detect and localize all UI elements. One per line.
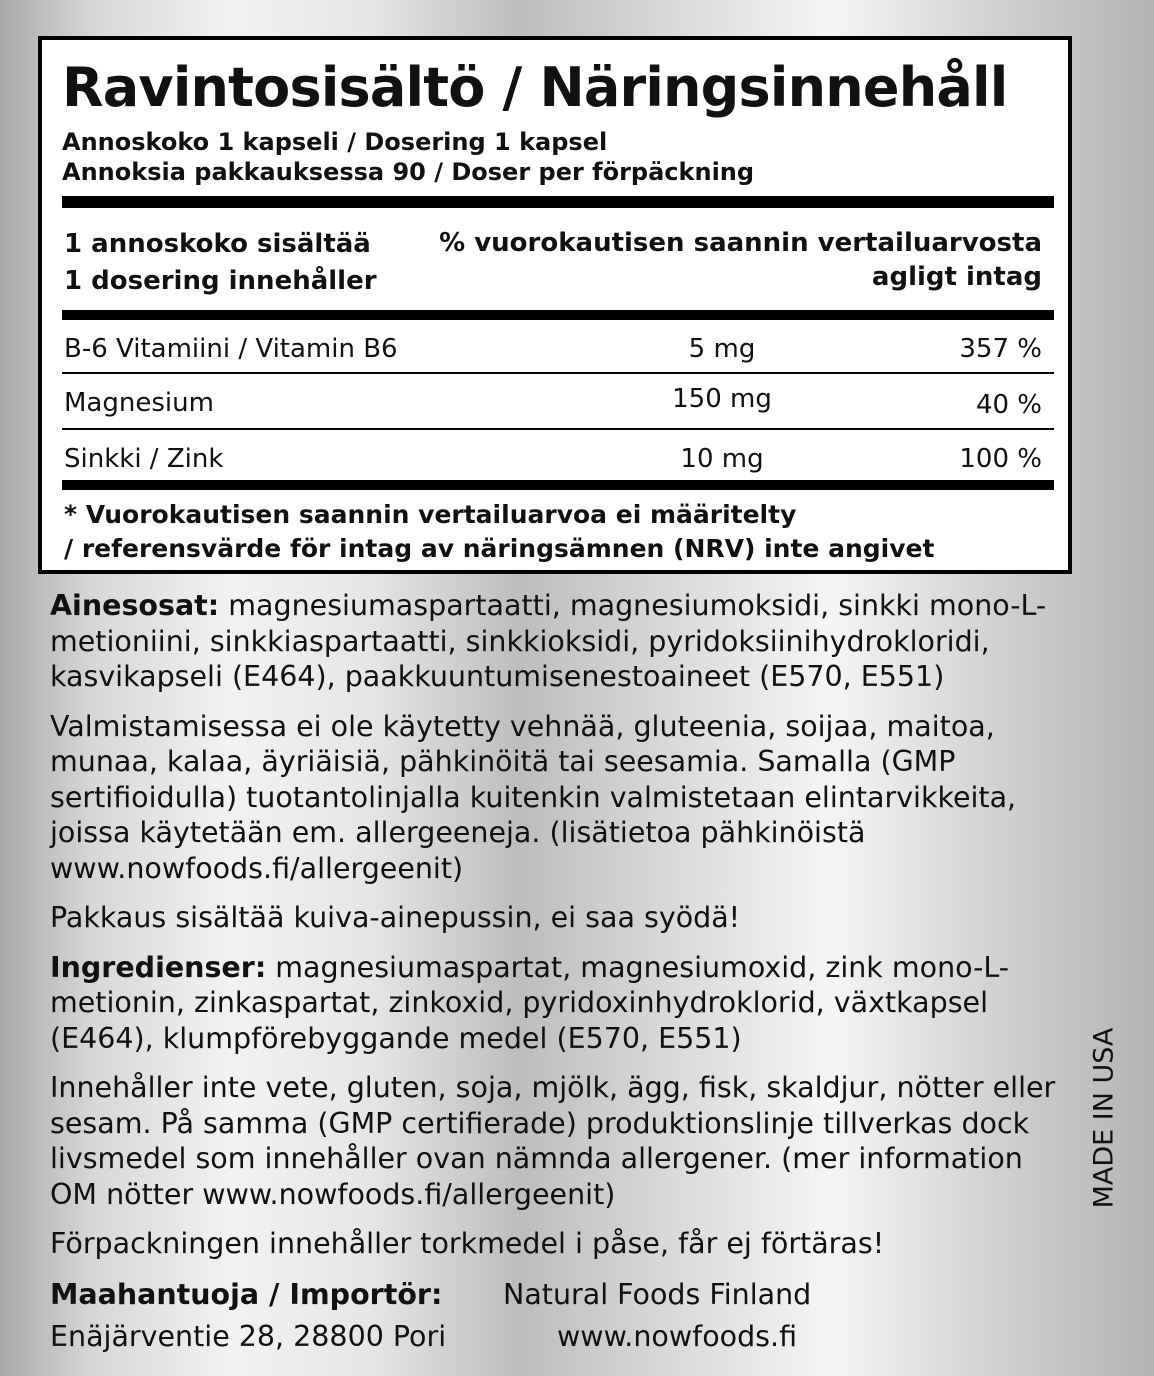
thick-divider-bottom <box>62 480 1054 490</box>
ingredients-fi-label: Ainesosat: <box>50 589 220 622</box>
desiccant-warning-fi: Pakkaus sisältää kuiva-ainepussin, ei saa syödä! <box>50 901 741 934</box>
nutrition-facts-panel <box>38 36 1072 574</box>
ingredients-sv-list: magnesiumaspartat, magnesiumoxid, zink mono-L-metionin, zinkaspartat, zinkoxid, pyridoxinhydroklorid, växtkapsel (E464), klumpförebyggande medel (E570, E551) <box>50 950 1010 1055</box>
nutrient-name: Sinkki / Zink <box>64 444 224 474</box>
ingredients-fi-list: magnesiumaspartaatti, magnesiumoksidi, sinkki mono-L-metioniini, sinkkiaspartaatti, sinkkioksidi, pyridoksiinihydrokloridi, kasvikapseli (E464), paakkuuntumisenestoaineet (E570, E551) <box>50 589 1047 693</box>
importer-website: www.nowfoods.fi <box>557 1320 798 1353</box>
allergen-info-sv: Innehåller inte vete, gluten, soja, mjölk, ägg, fisk, skaldjur, nötter eller sesam. På samma (GMP certifierade) produktionslinje tillverkas dock livsmedel som innehåller ovan nämnda allergener. (mer information OM nötter www.nowfoods.fi/allergeenit) <box>50 1071 1056 1211</box>
ingredients-sv-label: Ingredienser: <box>50 950 267 984</box>
ingredients-sv <box>50 950 1060 1057</box>
nutrition-title: Ravintosisältö / Näringsinnehåll <box>62 56 1008 119</box>
allergen-info-fi: Valmistamisessa ei ole käytetty vehnää, gluteenia, soijaa, maitoa, munaa, kalaa, äyriäisiä, pähkinöitä tai seesamia. Samalla (GMP sertifioidulla) tuotantolinjalla kuitenkin valmistetaan elintarvikkeita, joissa käytetään em. allergeeneja. (lisätietoa pähkinöistä www.nowfoods.fi/allergeenit) <box>50 709 1017 885</box>
nutrient-percent: 100 % <box>959 444 1042 474</box>
daily-value-header: % vuorokautisen saannin vertailuarvosta agligt intag <box>439 228 1042 292</box>
nutrient-row-vitamin-b6 <box>62 320 1054 376</box>
nutrient-name: B-6 Vitamiini / Vitamin B6 <box>64 334 398 364</box>
serving-size: Annoskoko 1 kapseli / Dosering 1 kapsel <box>62 128 608 156</box>
nutrient-amount: 5 mg <box>688 334 756 364</box>
servings-per-pack: Annoksia pakkauksessa 90 / Doser per förpäckning <box>62 158 755 186</box>
importer-label: Maahantuoja / Importör: <box>50 1278 443 1311</box>
importer-name: Natural Foods Finland <box>503 1278 812 1311</box>
ingredients-text <box>50 588 1060 1276</box>
nutrient-amount: 150 mg <box>672 384 772 414</box>
nutrient-row-zinc <box>62 430 1054 486</box>
country-of-origin: MADE IN USA <box>1088 1027 1120 1209</box>
nutrient-percent: 357 % <box>959 334 1042 364</box>
importer-address: Enäjärventie 28, 28800 Pori <box>50 1320 447 1353</box>
nutrient-amount: 10 mg <box>680 444 764 474</box>
thick-divider-header <box>62 310 1054 320</box>
amount-per-serving-header: 1 annoskoko sisältää 1 dosering innehåller <box>64 229 377 296</box>
ingredients-fi <box>50 588 1060 695</box>
thick-divider-top <box>62 196 1054 208</box>
nrv-footnote: * Vuorokautisen saannin vertailuarvoa ei määritelty / referensvärde för intag av näringsämnen (NRV) inte angivet <box>64 500 935 563</box>
desiccant-warning-sv: Förpackningen innehåller torkmedel i påse, får ej förtäras! <box>50 1227 885 1260</box>
nutrient-row-magnesium <box>62 374 1054 430</box>
nutrient-percent: 40 % <box>975 390 1042 420</box>
nutrient-name: Magnesium <box>64 388 214 418</box>
